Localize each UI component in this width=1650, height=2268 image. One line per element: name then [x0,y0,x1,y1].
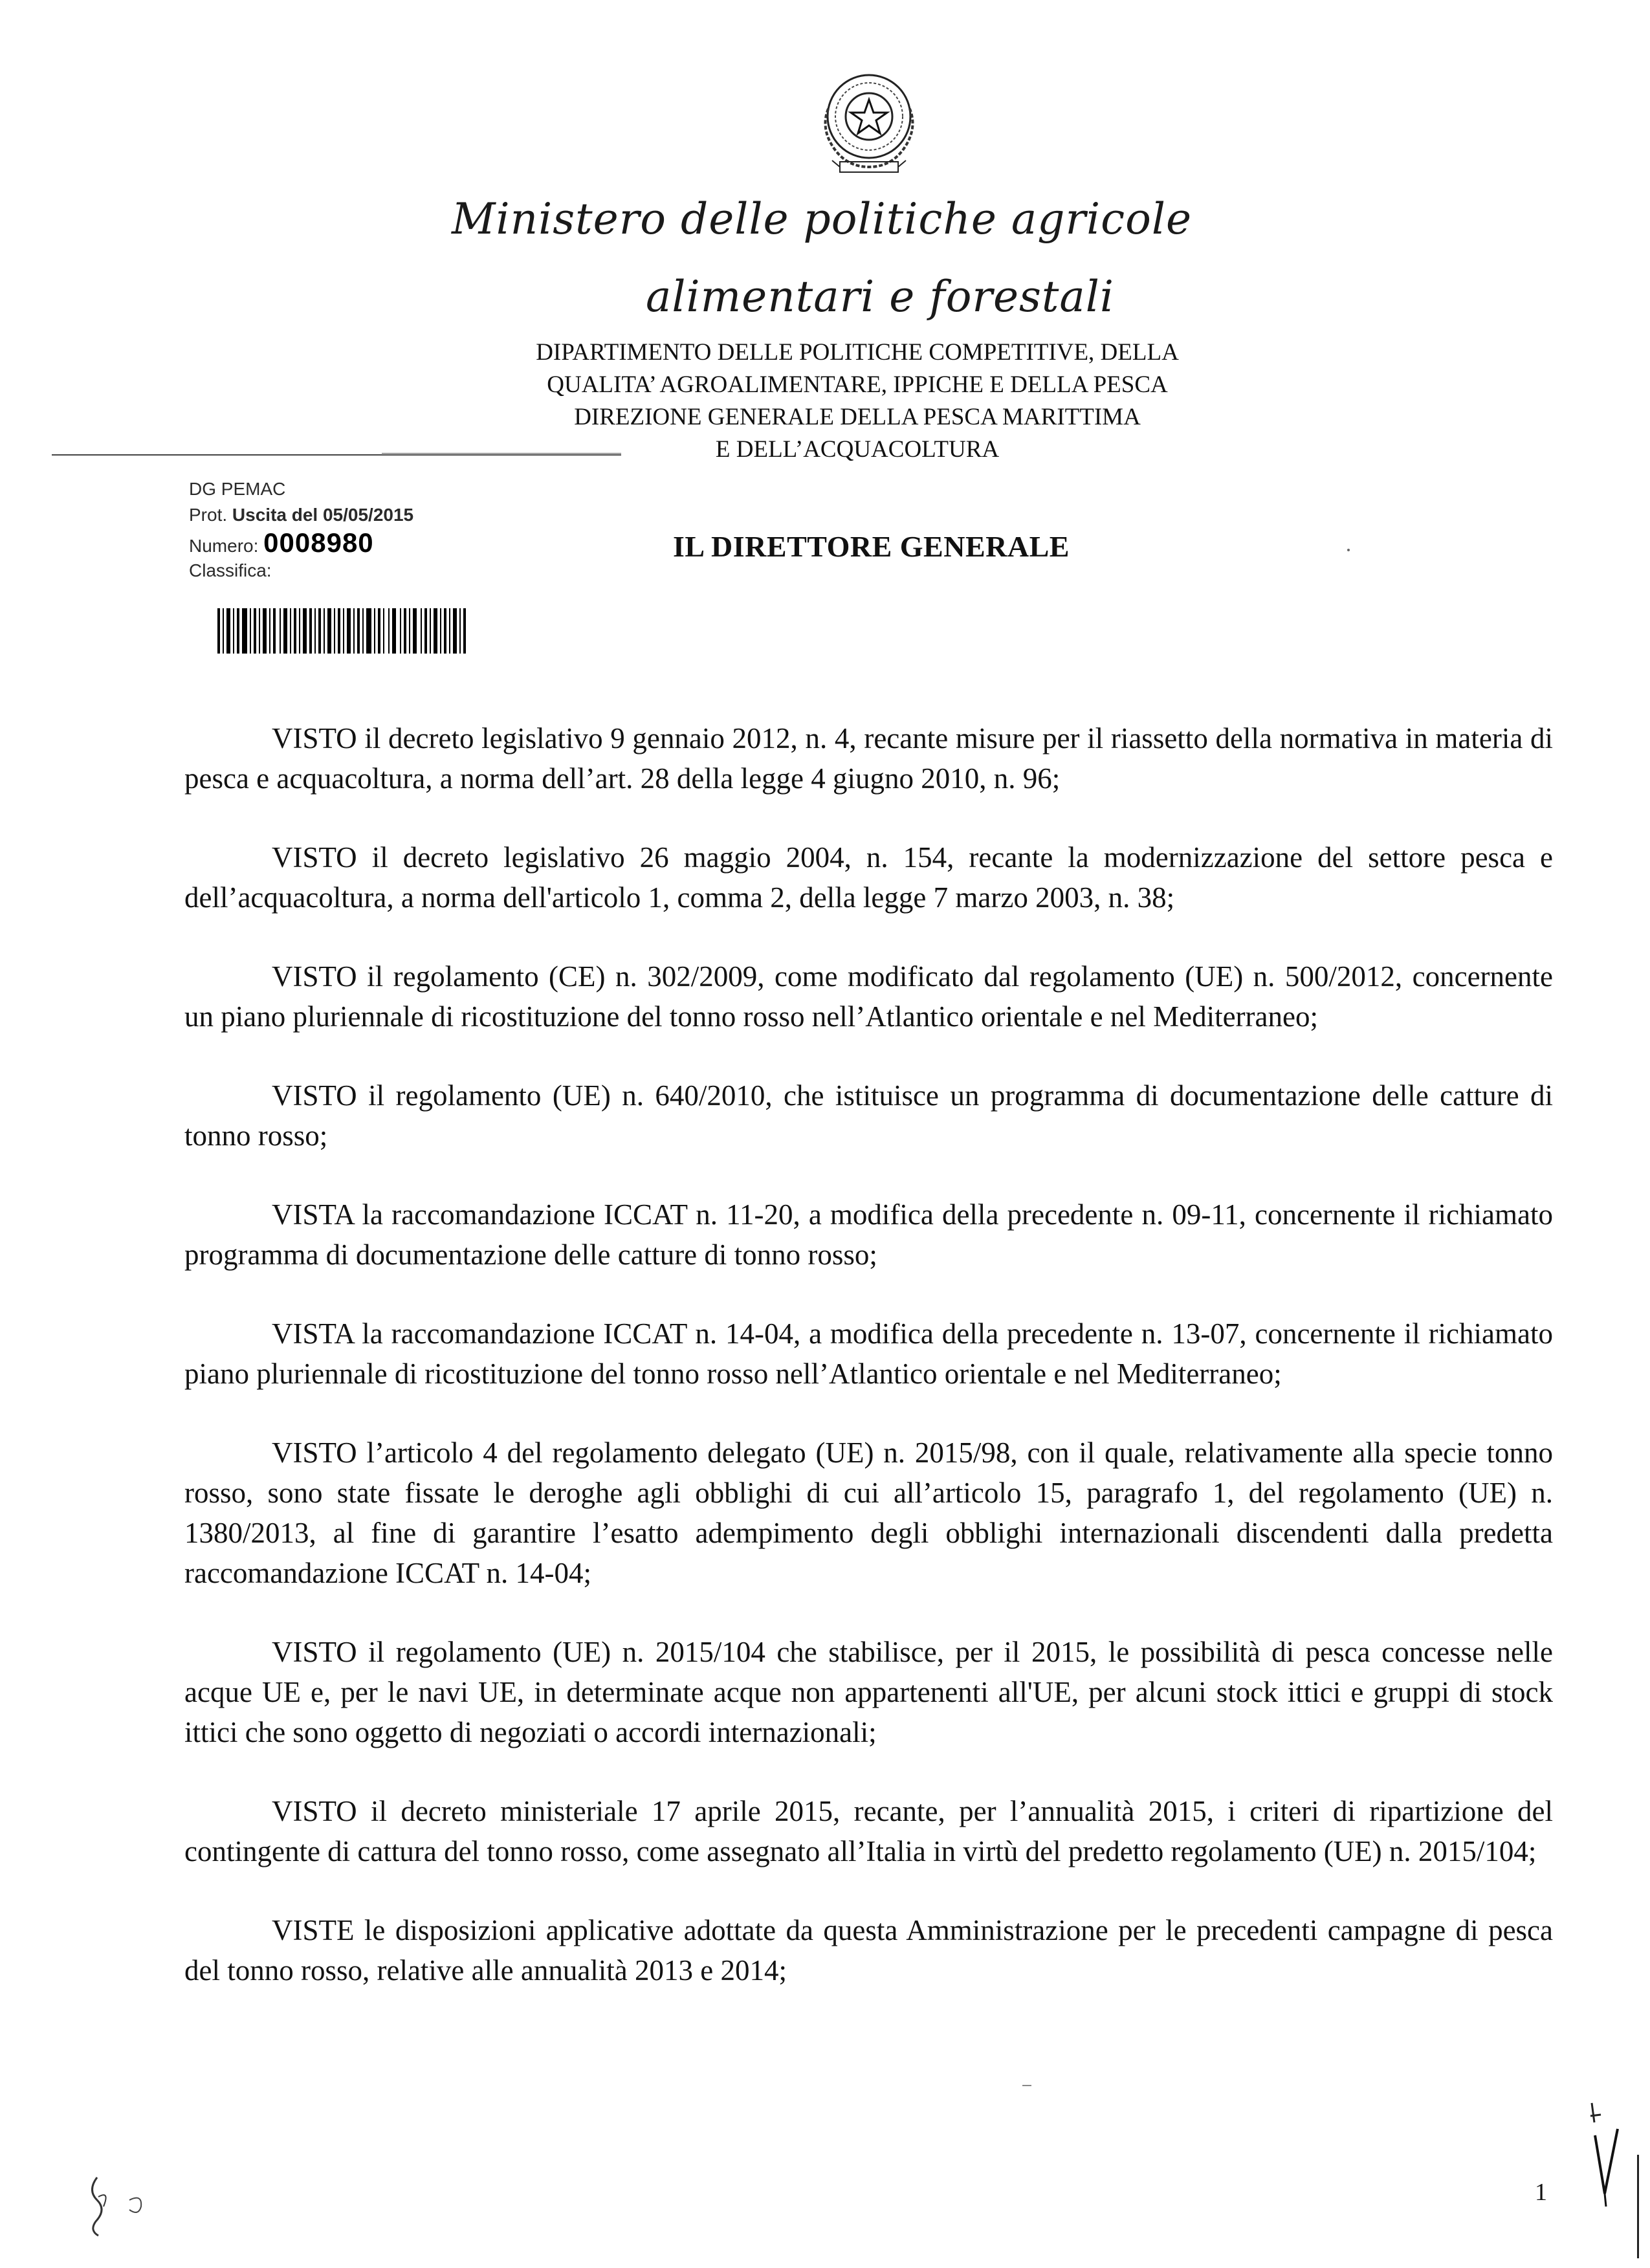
paragraph: VISTA la raccomandazione ICCAT n. 11-20, a modifica della precedente n. 09-11, concernente il richiamato programma di documentazione delle catture di tonno rosso; [184,1198,1553,1271]
paragraph: VISTE le disposizioni applicative adottate da questa Amministrazione per le precedenti campagne di pesca del tonno rosso, relative alle annualità 2013 e 2014; [184,1914,1553,1987]
handwritten-initials-icon [84,2171,162,2242]
document-body [184,718,1553,2029]
paragraph: VISTO l’articolo 4 del regolamento delegato (UE) n. 2015/98, con il quale, relativamente alla specie tonno rosso, sono state fissate le deroghe agli obblighi di cui all’articolo 15, paragrafo 1, del regolamento (UE) n. 1380/2013, al fine di garantire l’esatto adempimento degli obblighi internazionali discendenti dalla predetta raccomandazione ICCAT n. 14-04; [184,1437,1553,1589]
paragraph: VISTO il regolamento (CE) n. 302/2009, come modificato dal regolamento (UE) n. 500/2012, concernente un piano pluriennale di ricostituzione del tonno rosso nell’Atlantico orientale e nel Mediterraneo; [184,960,1553,1033]
ministry-name-line-1: Ministero delle politiche agricole [451,194,1193,244]
protocol-prot-label: Prot. [189,505,228,525]
protocol-number-row [189,528,413,558]
department-line: E DELL’ACQUACOLTURA [715,436,1000,463]
protocol-stamp [189,476,413,584]
protocol-number-label: Numero: [189,536,259,556]
paragraph: VISTA la raccomandazione ICCAT n. 14-04, a modifica della precedente n. 13-07, concernente il richiamato piano pluriennale di ricostituzione del tonno rosso nell’Atlantico orientale e nel Mediterraneo; [184,1317,1553,1390]
header-divider-overlay [382,453,621,454]
department-heading [437,336,1278,466]
department-line: QUALITA’ AGROALIMENTARE, IPPICHE E DELLA PESCA [547,371,1168,398]
paragraph: VISTO il regolamento (UE) n. 2015/104 che stabilisce, per il 2015, le possibilità di pesca concesse nelle acque UE e, per le navi UE, in determinate acque non appartenenti all'UE, per alcuni stock ittici e gruppi di stock ittici che sono oggetto di negoziati o accordi internazionali; [184,1636,1553,1748]
protocol-prot-row [189,502,413,528]
page-edge-line [1637,2155,1639,2258]
protocol-office: DG PEMAC [189,479,286,499]
signature-mark-icon [1579,2097,1637,2226]
paragraph: VISTO il decreto ministeriale 17 aprile 2015, recante, per l’annualità 2015, i criteri di ripartizione del contingente di cattura del tonno rosso, come assegnato all’Italia in virtù del predetto regolamento (UE) n. 2015/104; [184,1795,1553,1867]
scan-speck [1022,2085,1031,2086]
scan-speck [1347,549,1350,551]
header-divider [52,454,621,456]
ministry-name-line-2: alimentari e forestali [646,272,1114,322]
department-line: DIPARTIMENTO DELLE POLITICHE COMPETITIVE, DELLA [536,339,1179,366]
paragraph: VISTO il decreto legislativo 26 maggio 2004, n. 154, recante la modernizzazione del settore pesca e dell’acquacoltura, a norma dell'articolo 1, comma 2, della legge 7 marzo 2003, n. 38; [184,841,1553,914]
page-number: 1 [1535,2179,1547,2206]
protocol-number-value: 0008980 [263,527,374,558]
protocol-classifica-label: Classifica: [189,560,272,580]
protocol-prot-value: Uscita del 05/05/2015 [232,505,414,525]
document-title: IL DIRETTORE GENERALE [673,530,1070,563]
barcode-icon [217,608,476,654]
paragraph: VISTO il regolamento (UE) n. 640/2010, che istituisce un programma di documentazione delle catture di tonno rosso; [184,1079,1553,1152]
italian-republic-emblem-icon [814,63,924,186]
department-line: DIREZIONE GENERALE DELLA PESCA MARITTIMA [574,404,1141,430]
paragraph: VISTO il decreto legislativo 9 gennaio 2012, n. 4, recante misure per il riassetto della normativa in materia di pesca e acquacoltura, a norma dell’art. 28 della legge 4 giugno 2010, n. 96; [184,722,1553,795]
